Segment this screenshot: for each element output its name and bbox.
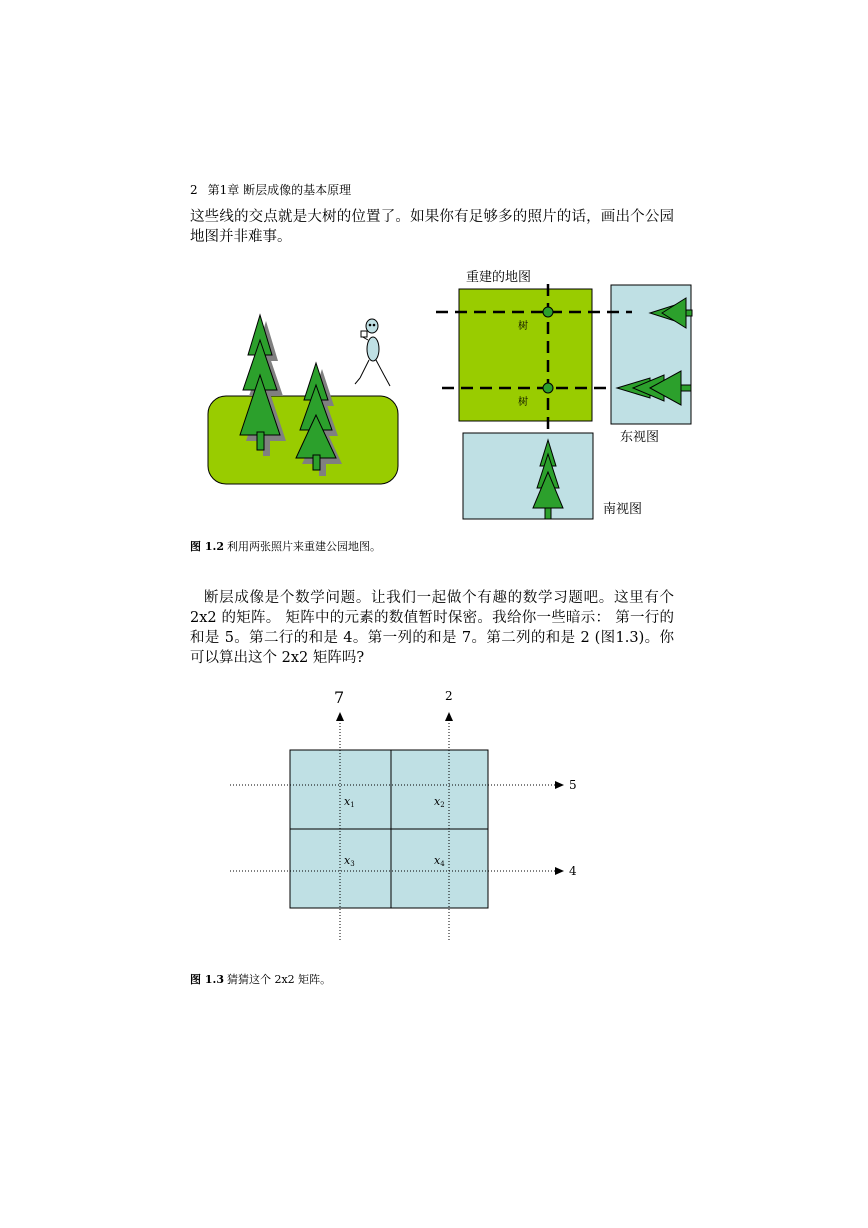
cell-x1: x1	[344, 795, 355, 809]
cell-x4: x4	[434, 854, 445, 868]
label-tree-1: 树	[518, 321, 528, 332]
row-1-sum: 5	[569, 778, 577, 792]
paragraph-1: 这些线的交点就是大树的位置了。如果你有足够多的照片的话，画出个公园地图并非难事。	[190, 209, 674, 245]
row-2-sum: 4	[569, 864, 577, 878]
page-number: 2	[190, 183, 198, 197]
paragraph-2: 断层成像是个数学问题。让我们一起做个有趣的数学习题吧。这里有个 2x2 的矩阵。 矩阵中的元素的数值暂时保密。我给你一些暗示： 第一行的和是 5。第二行的和是 4。第一列的和是 7。第二列的和是 2 (图1.3)。你可以算出这个 2x2 矩阵吗?	[190, 590, 674, 666]
figure-1-3-caption	[190, 971, 331, 987]
cell-x2: x2	[434, 795, 445, 809]
caption-text: 利用两张照片来重建公园地图。	[226, 540, 381, 553]
caption-number: 图 1.2	[190, 540, 224, 553]
caption-text: 猜猜这个 2x2 矩阵。	[226, 973, 332, 986]
arrow-up-icon	[445, 712, 453, 721]
label-south-view: 南视图	[603, 502, 643, 517]
chapter-title: 第1章 断层成像的基本原理	[207, 183, 352, 197]
cell-x3: x3	[344, 854, 355, 868]
label-reconstructed-map: 重建的地图	[466, 270, 532, 285]
arrow-right-icon	[555, 781, 564, 789]
arrow-right-icon	[555, 867, 564, 875]
label-tree-2: 树	[518, 397, 528, 408]
arrow-up-icon	[336, 712, 344, 721]
column-1-sum: 7	[334, 688, 345, 707]
label-east-view: 东视图	[620, 430, 660, 445]
column-2-sum: 2	[445, 689, 453, 703]
caption-number: 图 1.3	[190, 973, 224, 986]
